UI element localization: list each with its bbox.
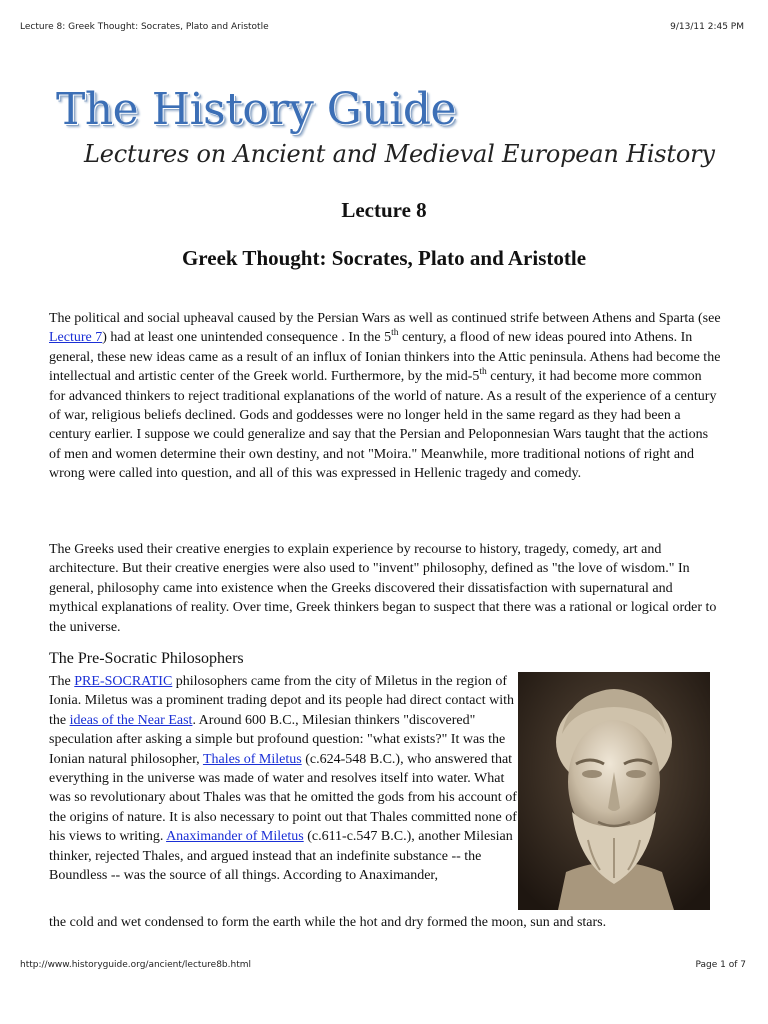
logo-title: The History Guide (56, 84, 457, 135)
page-url: http://www.historyguide.org/ancient/lecture8b.html (20, 960, 251, 970)
anaximander-link[interactable]: Anaximander of Miletus (166, 829, 304, 845)
logo-subtitle: Lectures on Ancient and Medieval European History (84, 140, 715, 168)
near-east-link[interactable]: ideas of the Near East (69, 712, 193, 728)
philosophy-paragraph: The Greeks used their creative energies to explain experience by recourse to history, tragedy, comedy, art and architecture. But their creative energies were also used to "invent" philosophy, defined as "the love of wisdom." In general, philosophy came into existence when the Greeks discovered their dissatisfaction with supernatural and mythical explanations of reality. Over time, Greek thinkers began to suspect that there was a rational or logical order to the universe. (49, 542, 717, 635)
page-number: Page 1 of 7 (695, 960, 746, 970)
intro-paragraph: The political and social upheaval caused by the Persian Wars as well as continued strife between Athens and Sparta (see Lecture 7) had at least one unintended consequence . In the 5th century, a flood of new ideas poured into Athens. In general, these new ideas came as a result of an influx of Ionian thinkers into the Attic peninsula. Athens had become the intellectual and artistic center of the Greek world. Furthermore, by the mid-5th century, it had become more common for advanced thinkers to reject traditional explanations of the world of nature. As a result of the experience of a century of war, religious beliefs declined. Gods and goddesses were no longer held in the same regard as they had been a century earlier. I suppose we could generalize and say that the Persian and Peloponnesian Wars taught that the actions of men and women determine their own destiny, and not "Moira." Meanwhile, more traditional notions of right and wrong were called into question, and all of this was expressed in Hellenic tragedy and comedy. (49, 311, 721, 482)
pre-socratic-paragraph-end: the cold and wet condensed to form the earth while the hot and dry formed the moon, sun and stars. (49, 915, 607, 930)
pre-socratic-link[interactable]: PRE-SOCRATIC (74, 674, 173, 689)
section-heading: The Pre-Socratic Philosophers (49, 650, 244, 667)
print-datetime: 9/13/11 2:45 PM (670, 22, 744, 32)
document-title: Lecture 8: Greek Thought: Socrates, Plato and Aristotle (20, 22, 269, 32)
bust-illustration (518, 672, 710, 910)
thales-link[interactable]: Thales of Miletus (202, 751, 302, 767)
thales-bust-image (518, 672, 710, 910)
lecture-number: Lecture 8 (341, 198, 427, 222)
site-logo[interactable] (56, 84, 736, 184)
pre-socratic-paragraph: The PRE-SOCRATIC philosophers came from the city of Miletus in the region of Ionia. Miletus was a prominent trading depot and its people had direct contact with the ideas of the Near East. Around 600 B.C., Milesian thinkers "discovered" speculation after asking a simple but profound question: "what exists?" It was the Ionian natural philosopher, Thales of Miletus (c.624-548 B.C.), who answered that everything in the universe was made of water and resolves itself into water. What was so revolutionary about Thales was that he omitted the gods from his account of the origins of nature. It is also necessary to point out that Thales committed none of his views to writing. Anaximander of Miletus (c.611-c.547 B.C.), another Milesian thinker, rejected Thales, and argued instead that an indefinite substance -- the Boundless -- was the source of all things. According to Anaximander, (49, 674, 517, 884)
lecture-7-link[interactable]: Lecture 7 (49, 330, 103, 346)
lecture-title: Greek Thought: Socrates, Plato and Aristotle (181, 246, 587, 270)
